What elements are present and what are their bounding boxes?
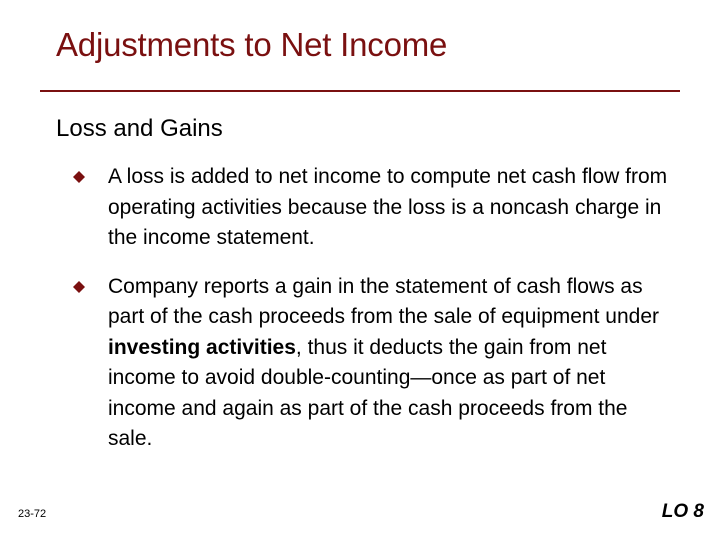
learning-objective-label: LO 8 (661, 501, 704, 522)
bullet-item-gain (108, 272, 668, 455)
bullet-text: A loss is added to net income to compute net cash flow from operating activities because the loss is a noncash charge in the income statement. (108, 165, 668, 249)
diamond-bullet-icon (73, 281, 85, 293)
section-heading: Loss and Gains (56, 115, 223, 142)
title-divider (40, 90, 680, 92)
bullet-text-before: Company reports a gain in the statement of cash flows as part of the cash proceeds from the sale of equipment under (108, 274, 659, 328)
bullet-text-after: , thus it deducts the gain from net income to avoid double-counting—once as part of net income and again as part of the cash proceeds from the sale. (108, 335, 628, 450)
bullet-item-loss (108, 162, 668, 254)
bullet-list (108, 162, 668, 473)
bullet-text-bold: investing activities (108, 335, 296, 359)
diamond-bullet-icon (73, 171, 85, 183)
slide-title: Adjustments to Net Income (56, 26, 448, 63)
slide-number: 23-72 (18, 508, 47, 520)
